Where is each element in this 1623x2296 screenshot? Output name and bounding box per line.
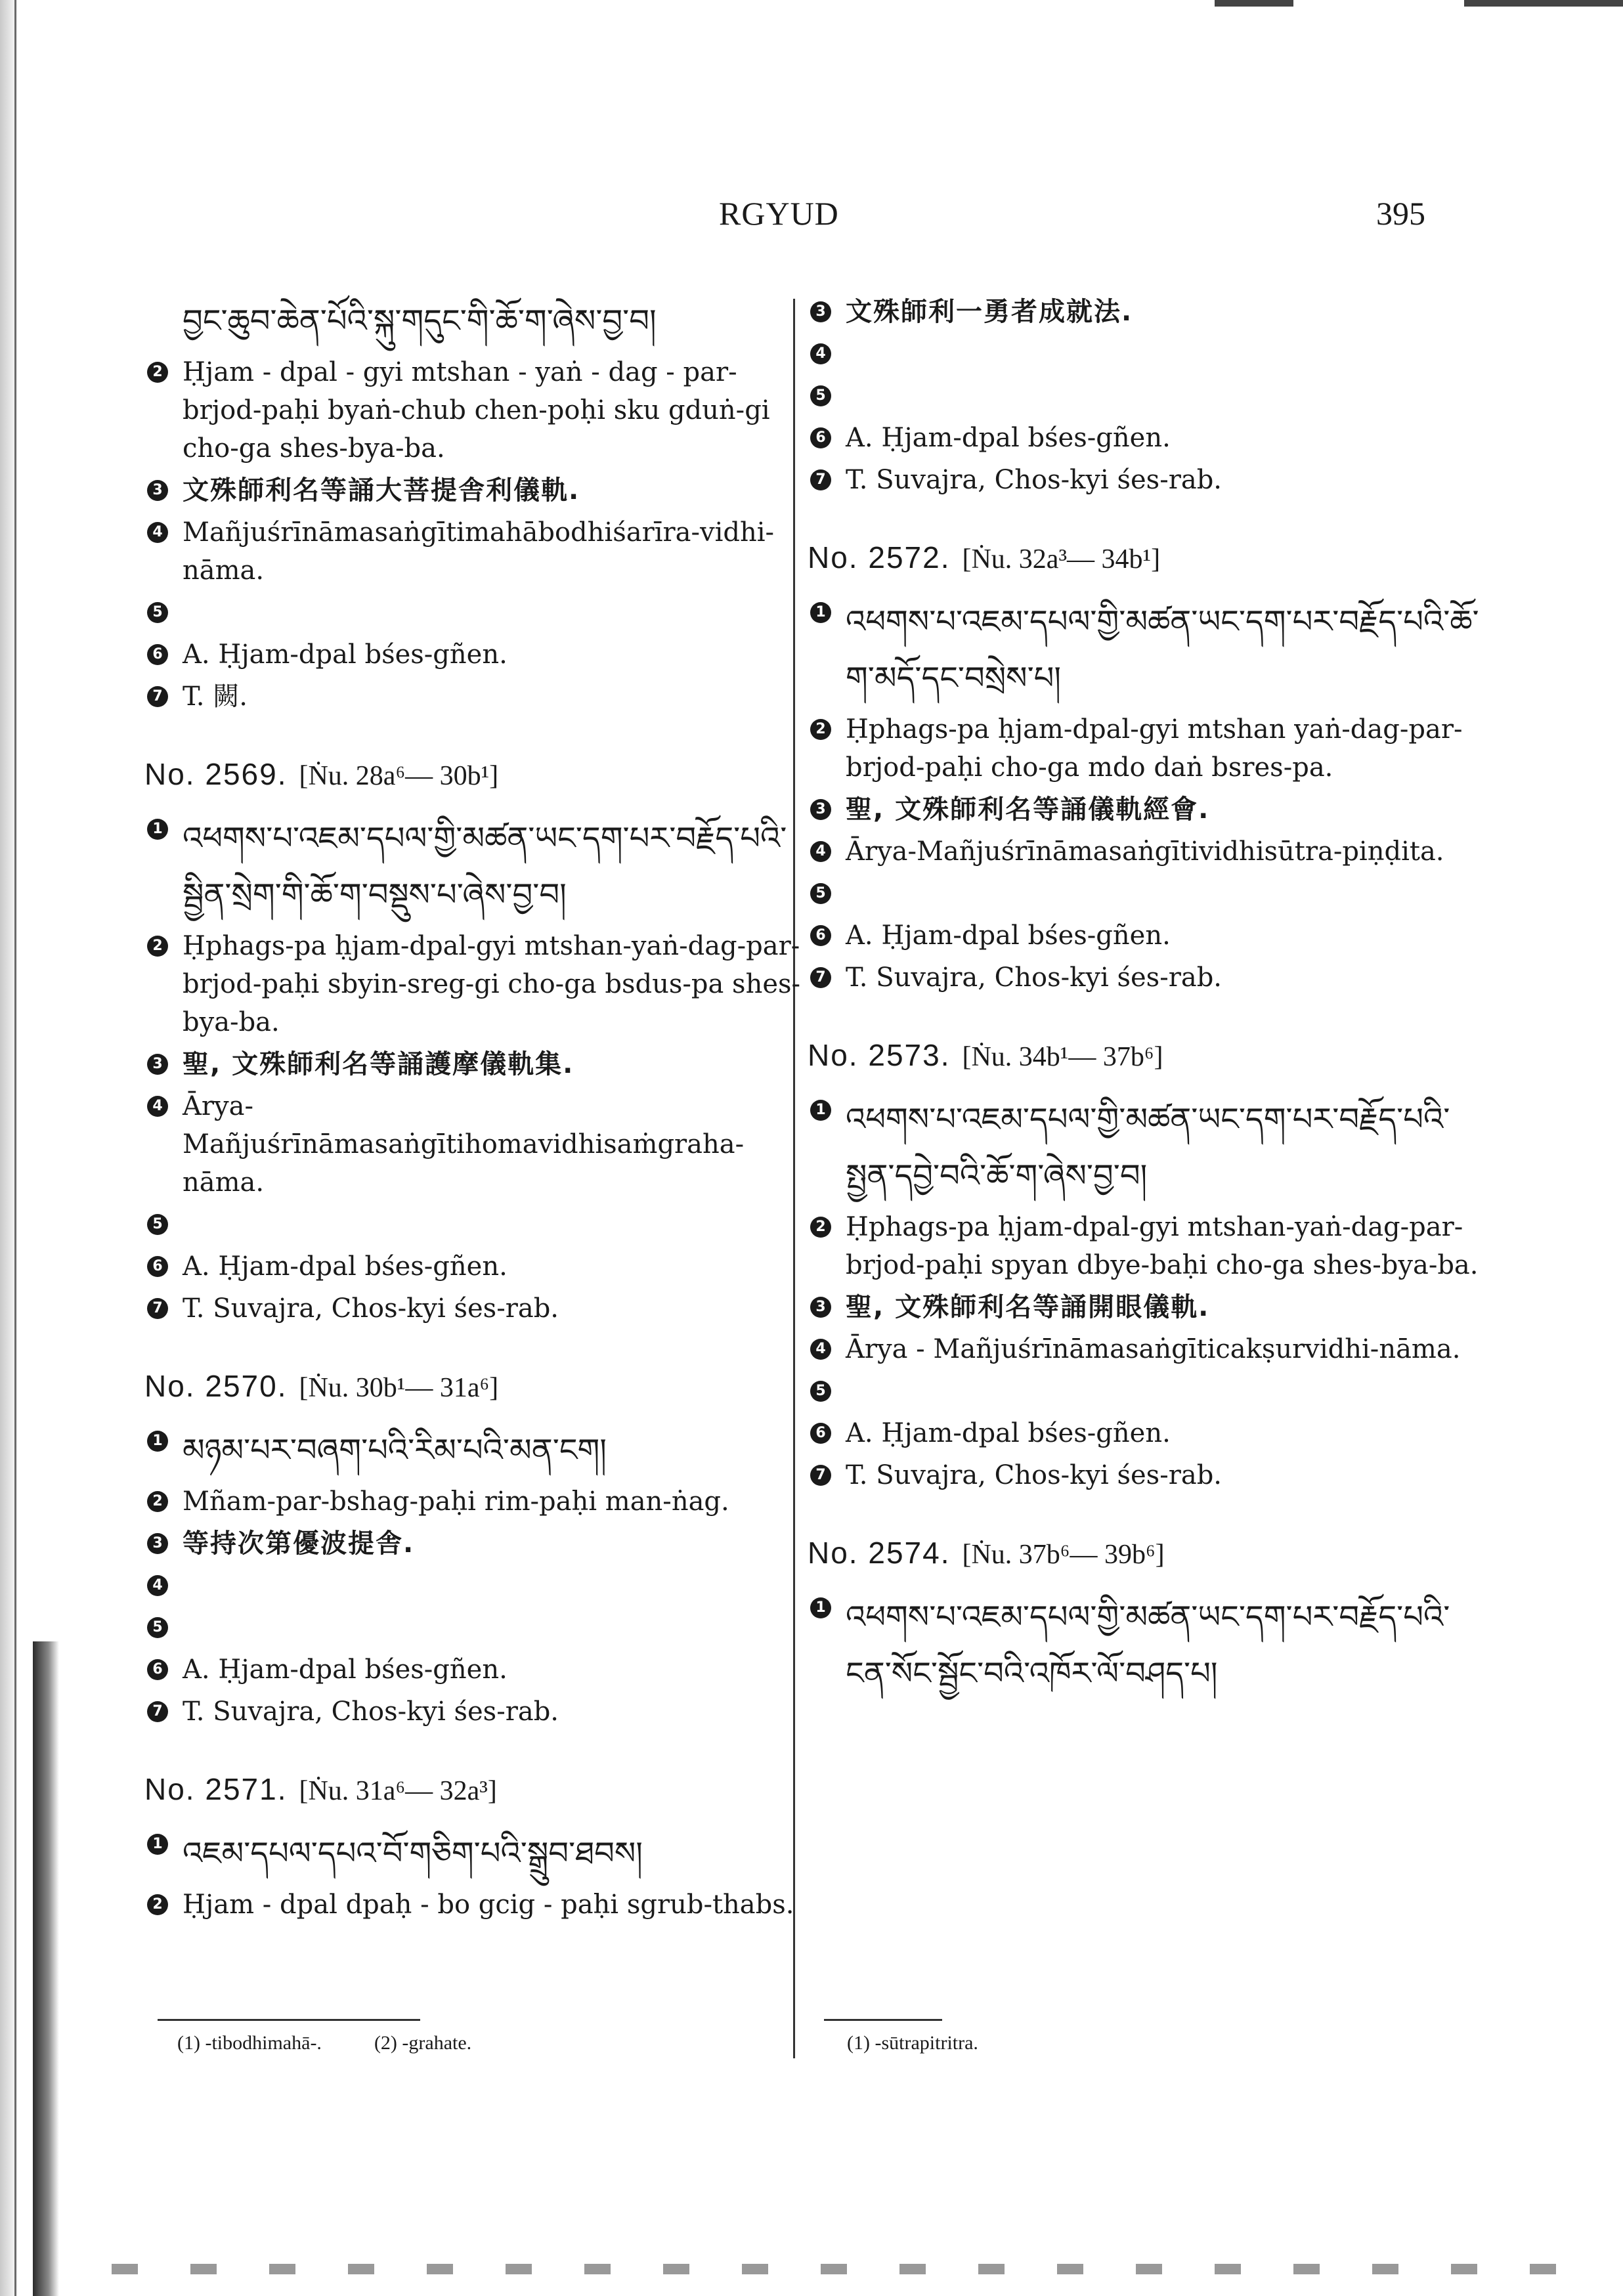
field-number-1: 1 (144, 1825, 183, 1863)
field-6 (144, 1247, 801, 1286)
transliteration: Ḥphags-pa ḥjam-dpal-gyi mtshan-yaṅ-dag-par-brjod-paḥi sbyin-sreg-gi cho-ga bsdus-pa shes-bya-ba. (183, 931, 801, 1037)
field-number-6: 6 (144, 1651, 183, 1689)
field-number-7: 7 (144, 1289, 183, 1328)
field-number-3: 3 (144, 471, 183, 509)
field-number-2: 2 (144, 353, 183, 391)
entry-number: No. 2571. (144, 1772, 288, 1806)
entry-number: No. 2570. (144, 1369, 288, 1403)
field-number-2: 2 (808, 1208, 846, 1246)
chinese-title: 聖, 文殊師利名等誦儀軌經會. (846, 794, 1210, 825)
footnote-2: (2) -grahate. (374, 2032, 472, 2054)
tibetan-title: འཕགས་པ་འཇམ་དཔལ་གྱི་མཚན་ཡང་དག་པར་བརྗོད་པའི་ངན་སོང་སྦྱོང་བའི་འཁོར་ལོ་བཤད་པ། (846, 1599, 1450, 1692)
entry-reference: [Ṅu. 28a⁶— 30b¹] (299, 761, 499, 791)
entry-heading (144, 1368, 801, 1404)
field-7 (144, 678, 801, 716)
entry-heading (144, 1771, 801, 1807)
tibetan-title: འཕགས་པ་འཇམ་དཔལ་གྱི་མཚན་ཡང་དག་པར་བརྗོད་པའི་ཆོ་ག་མདོ་དང་བསྲེས་པ། (846, 603, 1479, 697)
field-number-7: 7 (808, 461, 846, 499)
entry-heading (808, 540, 1484, 575)
left-footnotes (177, 2032, 471, 2054)
chinese-title: 文殊師利一勇者成就法. (846, 297, 1133, 327)
entry-continued (144, 293, 801, 716)
field-3 (144, 1045, 801, 1083)
entry-heading (808, 1037, 1484, 1073)
translator: T. Suvajra, Chos-kyi śes-rab. (846, 963, 1223, 993)
author: A. Ḥjam-dpal bśes-gñen. (846, 921, 1171, 951)
field-3 (808, 791, 1484, 829)
transliteration: Ḥphags-pa ḥjam-dpal-gyi mtshan yaṅ-dag-par-brjod-paḥi cho-ga mdo daṅ bsres-pa. (846, 714, 1463, 783)
top-edge-mark (1215, 0, 1293, 7)
field-number-3: 3 (808, 293, 846, 331)
field-number-3: 3 (808, 791, 846, 829)
field-number-5: 5 (808, 377, 846, 415)
footnote-1: (1) -tibodhimahā-. (177, 2032, 322, 2054)
field-1 (144, 1422, 801, 1479)
field-2 (144, 353, 801, 467)
field-number-6: 6 (144, 1247, 183, 1286)
entry-2571 (144, 1771, 801, 1924)
field-6 (808, 917, 1484, 955)
entry-2572 (808, 540, 1484, 997)
translator: T. 闕. (183, 682, 248, 712)
tibetan-title: འཇམ་དཔལ་དཔའ་བོ་གཅིག་པའི་སྒྲུབ་ཐབས། (183, 1835, 643, 1872)
field-5 (808, 1372, 1484, 1410)
field-number-5: 5 (808, 1372, 846, 1410)
field-2 (144, 927, 801, 1041)
author: A. Ḥjam-dpal bśes-gñen. (183, 1251, 508, 1282)
translator: T. Suvajra, Chos-kyi śes-rab. (846, 465, 1223, 495)
field-7 (808, 461, 1484, 499)
field-number-7: 7 (808, 959, 846, 997)
field-number-3: 3 (808, 1288, 846, 1326)
field-4 (808, 1330, 1484, 1368)
field-6 (808, 419, 1484, 457)
author: A. Ḥjam-dpal bśes-gñen. (846, 423, 1171, 453)
field-3 (808, 1288, 1484, 1326)
field-6 (144, 636, 801, 674)
page-header (0, 194, 1623, 240)
field-2 (808, 710, 1484, 787)
entry-reference: [Ṅu. 32a³— 34b¹] (962, 544, 1161, 574)
chinese-title: 等持次第優波提舎. (183, 1528, 415, 1559)
field-number-7: 7 (144, 678, 183, 716)
field-number-4: 4 (808, 1330, 846, 1368)
field-tibetan-title (144, 293, 801, 349)
field-number-2: 2 (144, 1886, 183, 1924)
field-5 (808, 377, 1484, 415)
sanskrit-title: Ārya-Mañjuśrīnāmasaṅgītihomavidhisaṁgraha-nāma. (183, 1091, 745, 1198)
chinese-title: 文殊師利名等誦大菩提舎利儀軌. (183, 475, 580, 506)
tibetan-title: འཕགས་པ་འཇམ་དཔལ་གྱི་མཚན་ཡང་དག་པར་བརྗོད་པའི་སྦྱིན་སྲེག་གི་ཆོ་ག་བསྡུས་པ་ཞེས་བྱ་བ། (183, 820, 787, 913)
entry-2570 (144, 1368, 801, 1731)
field-4 (144, 1087, 801, 1202)
entry-number: No. 2573. (808, 1038, 951, 1072)
top-edge-mark (1464, 0, 1623, 7)
field-2 (808, 1208, 1484, 1284)
field-number-5: 5 (144, 1609, 183, 1647)
field-number-1: 1 (808, 1091, 846, 1129)
field-number-1: 1 (144, 810, 183, 848)
left-column (144, 289, 801, 1928)
field-1 (808, 1589, 1484, 1702)
field-number-6: 6 (808, 917, 846, 955)
translator: T. Suvajra, Chos-kyi śes-rab. (183, 1293, 559, 1324)
field-number-4: 4 (808, 833, 846, 871)
field-number-3: 3 (144, 1525, 183, 1563)
translator: T. Suvajra, Chos-kyi śes-rab. (846, 1460, 1223, 1490)
sanskrit-title: Mañjuśrīnāmasaṅgītimahābodhiśarīra-vidhi-nāma. (183, 517, 775, 586)
field-3 (808, 293, 1484, 331)
field-6 (144, 1651, 801, 1689)
footnote-rule (824, 2019, 942, 2021)
field-6 (808, 1414, 1484, 1452)
field-5 (144, 594, 801, 632)
transliteration: Mñam-par-bshag-paḥi rim-paḥi man-ṅag. (183, 1486, 729, 1517)
field-3 (144, 471, 801, 509)
field-number-6: 6 (808, 419, 846, 457)
entry-2574 (808, 1535, 1484, 1702)
field-number-4: 4 (144, 1087, 183, 1125)
author: A. Ḥjam-dpal bśes-gñen. (183, 639, 508, 670)
chinese-title: 聖, 文殊師利名等誦開眼儀軌. (846, 1292, 1210, 1322)
running-head: RGYUD (719, 195, 839, 232)
field-1 (144, 1825, 801, 1882)
field-number-1: 1 (808, 1589, 846, 1627)
right-footnotes (847, 2032, 978, 2054)
field-number-5: 5 (144, 1205, 183, 1244)
field-number-1: 1 (808, 594, 846, 632)
entry-heading (808, 1535, 1484, 1570)
right-column (808, 289, 1484, 1706)
page-edge-line (14, 0, 16, 2296)
field-2 (144, 1886, 801, 1924)
transliteration: Ḥjam - dpal dpaḥ - bo gcig - paḥi sgrub-thabs. (183, 1890, 794, 1920)
bleed-through-text (112, 2264, 1556, 2274)
field-number-2: 2 (808, 710, 846, 748)
field-3 (144, 1525, 801, 1563)
entry-number: No. 2572. (808, 540, 951, 574)
entry-reference: [Ṅu. 30b¹— 31a⁶] (299, 1373, 499, 1403)
field-number-7: 7 (808, 1456, 846, 1494)
field-5 (144, 1205, 801, 1244)
sanskrit-title: Ārya-Mañjuśrīnāmasaṅgītividhisūtra-piṇḍita. (846, 836, 1444, 867)
field-number-2: 2 (144, 927, 183, 965)
field-number-6: 6 (808, 1414, 846, 1452)
field-number-5: 5 (144, 594, 183, 632)
entry-heading (144, 756, 801, 792)
entry-2569 (144, 756, 801, 1328)
author: A. Ḥjam-dpal bśes-gñen. (846, 1418, 1171, 1448)
entry-number: No. 2574. (808, 1536, 951, 1570)
entry-2571-continued (808, 293, 1484, 499)
field-number-1: 1 (144, 1422, 183, 1460)
field-4 (808, 833, 1484, 871)
entry-number: No. 2569. (144, 757, 288, 791)
field-number-6: 6 (144, 636, 183, 674)
field-7 (808, 1456, 1484, 1494)
author: A. Ḥjam-dpal bśes-gñen. (183, 1655, 508, 1685)
field-2 (144, 1483, 801, 1521)
field-7 (808, 959, 1484, 997)
page-number: 395 (1376, 195, 1425, 232)
field-1 (808, 594, 1484, 706)
field-4 (144, 1567, 801, 1605)
field-number-5: 5 (808, 875, 846, 913)
entry-reference: [Ṅu. 31a⁶— 32a³] (299, 1776, 497, 1806)
field-5 (808, 875, 1484, 913)
field-7 (144, 1693, 801, 1731)
binding-shadow (33, 1641, 59, 2296)
translator: T. Suvajra, Chos-kyi śes-rab. (183, 1697, 559, 1727)
tibetan-title: མཉམ་པར་བཞག་པའི་རིམ་པའི་མན་ངག། (183, 1432, 607, 1469)
sanskrit-title: Ārya - Mañjuśrīnāmasaṅgīticakṣurvidhi-nāma. (846, 1334, 1461, 1364)
field-7 (144, 1289, 801, 1328)
chinese-title: 聖, 文殊師利名等誦護摩儀軌集. (183, 1049, 574, 1079)
field-4 (808, 335, 1484, 373)
field-4 (144, 513, 801, 590)
entry-2573 (808, 1037, 1484, 1494)
field-1 (144, 810, 801, 923)
field-5 (144, 1609, 801, 1647)
footnote-1: (1) -sūtrapitritra. (847, 2032, 978, 2054)
entry-reference: [Ṅu. 37b⁶— 39b⁶] (962, 1540, 1165, 1570)
field-number-7: 7 (144, 1693, 183, 1731)
tibetan-title: བྱང་ཆུབ་ཆེན་པོའི་སྐུ་གདུང་གི་ཆོ་ག་ཞེས་བྱ་བ། (183, 303, 657, 339)
tibetan-title: འཕགས་པ་འཇམ་དཔལ་གྱི་མཚན་ཡང་དག་པར་བརྗོད་པའི་སྤྱན་དབྱེ་བའི་ཆོ་ག་ཞེས་བྱ་བ། (846, 1101, 1450, 1194)
field-number-3: 3 (144, 1045, 183, 1083)
field-number-4: 4 (144, 513, 183, 552)
transliteration: Ḥjam - dpal - gyi mtshan - yaṅ - dag - par-brjod-paḥi byaṅ-chub chen-poḥi sku gduṅ-gi cho-ga shes-bya-ba. (183, 357, 770, 464)
field-number-4: 4 (144, 1567, 183, 1605)
field-number-4: 4 (808, 335, 846, 373)
field-number-2: 2 (144, 1483, 183, 1521)
entry-reference: [Ṅu. 34b¹— 37b⁶] (962, 1042, 1163, 1072)
field-1 (808, 1091, 1484, 1204)
transliteration: Ḥphags-pa ḥjam-dpal-gyi mtshan-yaṅ-dag-par-brjod-paḥi spyan dbye-baḥi cho-ga shes-bya-ba. (846, 1212, 1479, 1280)
footnote-rule (158, 2019, 420, 2021)
